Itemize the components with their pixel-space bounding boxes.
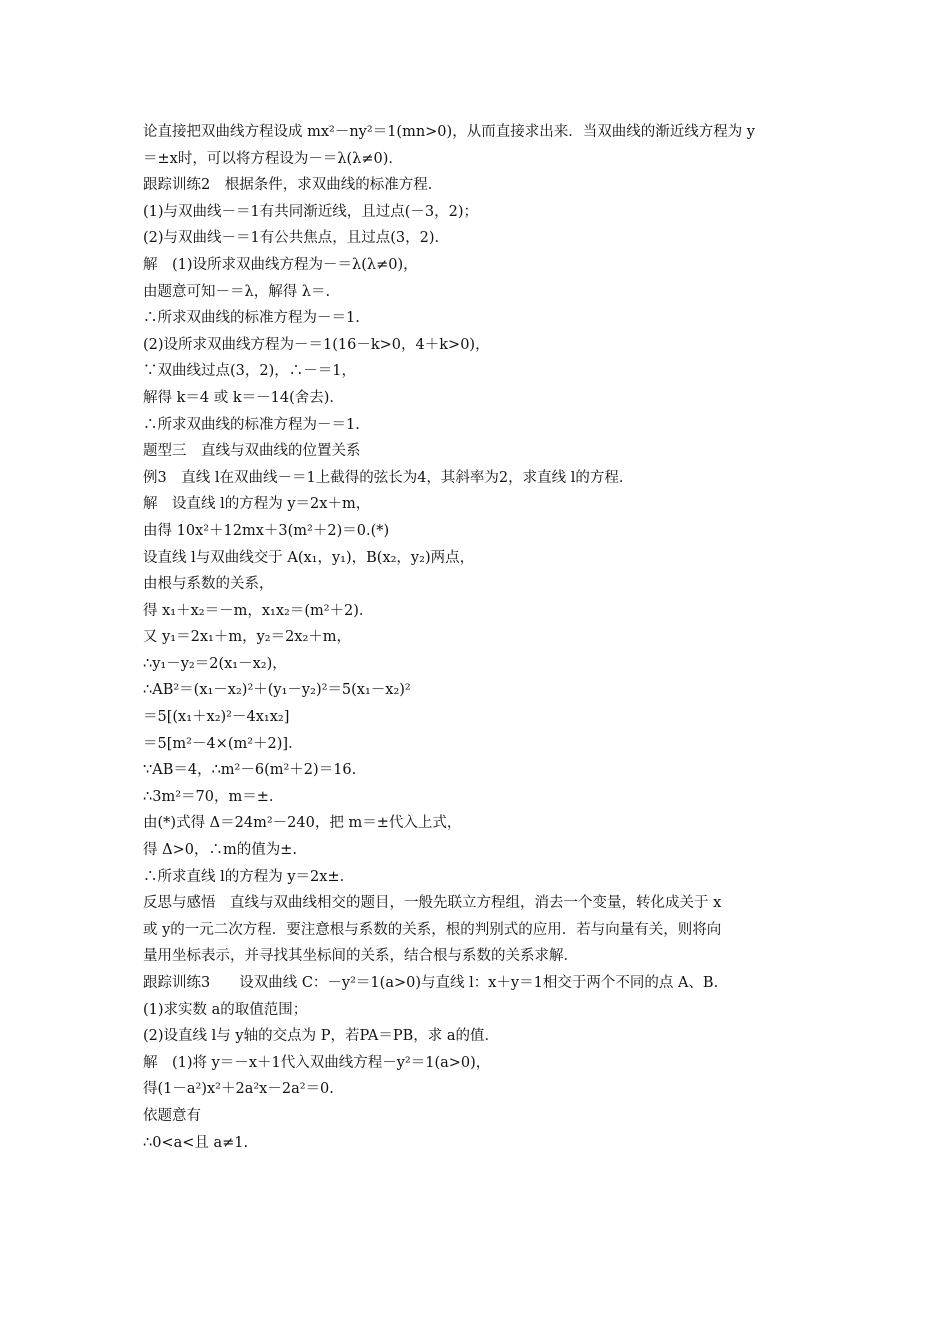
text-line: ＝5[m²－4×(m²＋2)]． bbox=[143, 735, 303, 752]
text-line: ∴y₁－y₂＝2(x₁－x₂)， bbox=[143, 655, 287, 672]
text-line: 跟踪训练2 根据条件，求双曲线的标准方程． bbox=[143, 177, 443, 194]
text-line: (1)与双曲线－＝1有共同渐近线，且过点(－3，2)； bbox=[143, 203, 479, 220]
text-line: (2)设直线 l与 y轴的交点为 P，若PA＝PB，求 a的值． bbox=[143, 1028, 500, 1045]
text-line: 解 (1)将 y＝－x＋1代入双曲线方程－y²＝1(a>0)， bbox=[143, 1054, 491, 1071]
text-line: 或 y的一元二次方程．要注意根与系数的关系，根的判别式的应用．若与向量有关，则将向 bbox=[143, 921, 722, 938]
text-line: 设直线 l与双曲线交于 A(x₁，y₁)，B(x₂，y₂)两点， bbox=[143, 549, 475, 566]
document-body bbox=[143, 119, 823, 1156]
text-line: ∴3m²＝70，m＝±. bbox=[143, 788, 274, 805]
text-line: 反思与感悟 直线与双曲线相交的题目，一般先联立方程组，消去一个变量，转化成关于 x bbox=[143, 895, 722, 912]
text-line: ∵双曲线过点(3，2)，∴－＝1， bbox=[143, 363, 356, 380]
text-line: 解得 k＝4 或 k＝－14(舍去)． bbox=[143, 389, 344, 406]
text-line: 由(*)式得 Δ＝24m²－240，把 m＝±代入上式， bbox=[143, 815, 462, 832]
text-line: 解 (1)设所求双曲线方程为－＝λ(λ≠0)， bbox=[143, 256, 418, 273]
text-line: 由根与系数的关系， bbox=[143, 576, 274, 593]
text-line: 得 x₁＋x₂＝－m，x₁x₂＝(m²＋2)． bbox=[143, 602, 374, 619]
text-line: 解 设直线 l的方程为 y＝2x＋m， bbox=[143, 496, 371, 513]
text-line: 由得 10x²＋12mx＋3(m²＋2)＝0.(*) bbox=[143, 522, 390, 539]
text-line: ＝5[(x₁＋x₂)²－4x₁x₂] bbox=[143, 709, 290, 726]
text-line: 量用坐标表示，并寻找其坐标间的关系，结合根与系数的关系求解． bbox=[143, 948, 578, 965]
text-line: 得 Δ>0，∴m的值为±. bbox=[143, 842, 297, 859]
text-line: 得(1－a²)x²＋2a²x－2a²＝0. bbox=[143, 1081, 334, 1098]
text-line: 题型三 直线与双曲线的位置关系 bbox=[143, 443, 361, 460]
text-line: ∴AB²＝(x₁－x₂)²＋(y₁－y₂)²＝5(x₁－x₂)² bbox=[143, 682, 411, 699]
text-line: 跟踪训练3 设双曲线 C：－y²＝1(a>0)与直线 l：x＋y＝1相交于两个不同的点 A、B. bbox=[143, 975, 719, 991]
text-line: (1)求实数 a的取值范围； bbox=[143, 1001, 308, 1018]
text-line: (2)与双曲线－＝1有公共焦点，且过点(3，2)． bbox=[143, 230, 450, 247]
text-line: 又 y₁＝2x₁＋m，y₂＝2x₂＋m， bbox=[143, 629, 352, 646]
text-line: ＝±x时，可以将方程设为－＝λ(λ≠0)． bbox=[143, 150, 403, 167]
text-line: ∴0<a<且 a≠1. bbox=[143, 1134, 249, 1151]
text-line: 论直接把双曲线方程设成 mx²－ny²＝1(mn>0)，从而直接求出来．当双曲线的渐近线方程为 y bbox=[143, 124, 755, 140]
text-line: 由题意可知－＝λ，解得 λ＝. bbox=[143, 283, 331, 300]
text-line: ∴所求直线 l的方程为 y＝2x±. bbox=[143, 868, 345, 885]
text-line: ∴所求双曲线的标准方程为－＝1. bbox=[143, 310, 360, 327]
text-line: 例3 直线 l在双曲线－＝1上截得的弦长为4，其斜率为2，求直线 l的方程． bbox=[143, 469, 634, 486]
text-line: 依题意有 bbox=[143, 1107, 201, 1124]
text-line: ∵AB＝4，∴m²－6(m²＋2)＝16. bbox=[143, 762, 357, 779]
text-line: ∴所求双曲线的标准方程为－＝1. bbox=[143, 416, 360, 433]
text-line: (2)设所求双曲线方程为－＝1(16－k>0，4＋k>0)， bbox=[143, 336, 490, 353]
